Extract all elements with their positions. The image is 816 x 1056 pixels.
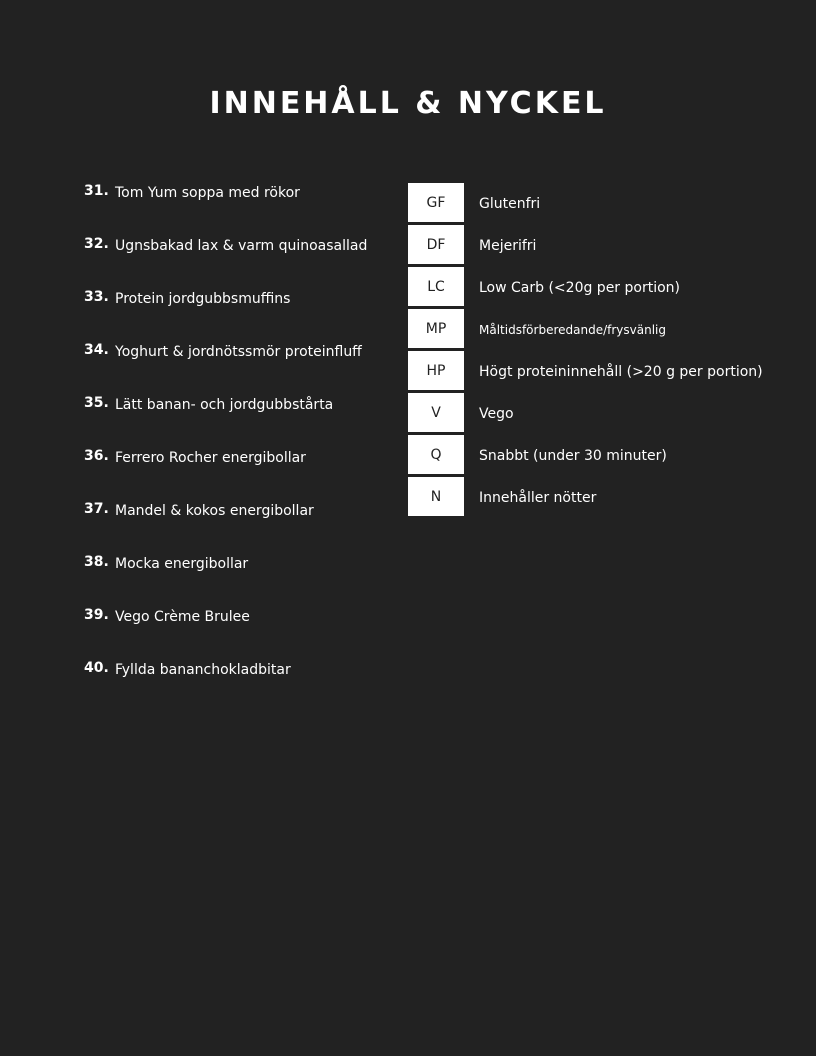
key-code-badge: N: [408, 477, 464, 516]
contents-title: Yoghurt & jordnötssmör proteinfluff: [115, 344, 362, 360]
key-code-badge: Q: [408, 435, 464, 474]
contents-item: [84, 600, 394, 653]
key-code-badge: V: [408, 393, 464, 432]
contents-number: 40.: [84, 660, 109, 676]
key-row-gf: [408, 183, 778, 225]
contents-item: [84, 494, 394, 547]
contents-title: Protein jordgubbsmuffins: [115, 291, 291, 307]
contents-number: 33.: [84, 289, 109, 305]
key-row-mp: [408, 309, 778, 351]
key-description: Måltidsförberedande/frysvänlig: [479, 323, 666, 337]
key-description: Mejerifri: [479, 238, 537, 254]
contents-number: 32.: [84, 236, 109, 252]
key-row-v: [408, 393, 778, 435]
key-row-lc: [408, 267, 778, 309]
key-code-badge: GF: [408, 183, 464, 222]
contents-number: 34.: [84, 342, 109, 358]
contents-item: [84, 335, 394, 388]
key-code-badge: MP: [408, 309, 464, 348]
key-code-badge: LC: [408, 267, 464, 306]
key-description: Glutenfri: [479, 196, 541, 212]
page-title: INNEHÅLL & NYCKEL: [209, 86, 607, 121]
contents-item: [84, 388, 394, 441]
key-code-badge: HP: [408, 351, 464, 390]
contents-title: Ferrero Rocher energibollar: [115, 450, 306, 466]
key-row-q: [408, 435, 778, 477]
contents-title: Mandel & kokos energibollar: [115, 503, 314, 519]
key-row-df: [408, 225, 778, 267]
contents-number: 35.: [84, 395, 109, 411]
contents-title: Vego Crème Brulee: [115, 609, 250, 625]
key-description: Low Carb (<20g per portion): [479, 280, 681, 296]
contents-title: Fyllda bananchokladbitar: [115, 662, 291, 678]
contents-title: Lätt banan- och jordgubbstårta: [115, 397, 334, 413]
contents-number: 36.: [84, 448, 109, 464]
contents-item: [84, 441, 394, 494]
contents-title: Tom Yum soppa med rökor: [115, 185, 300, 201]
contents-list: [84, 176, 394, 706]
contents-item: [84, 176, 394, 229]
contents-number: 37.: [84, 501, 109, 517]
contents-item: [84, 282, 394, 335]
contents-number: 31.: [84, 183, 109, 199]
contents-number: 38.: [84, 554, 109, 570]
key-row-n: [408, 477, 778, 519]
contents-title: Ugnsbakad lax & varm quinoasallad: [115, 238, 368, 254]
key-description: Innehåller nötter: [479, 490, 597, 506]
key-description: Vego: [479, 406, 514, 422]
key-code-badge: DF: [408, 225, 464, 264]
contents-number: 39.: [84, 607, 109, 623]
key-description: Högt proteininnehåll (>20 g per portion): [479, 364, 763, 380]
key-row-hp: [408, 351, 778, 393]
contents-item: [84, 229, 394, 282]
contents-item: [84, 547, 394, 600]
key-list: [408, 183, 778, 519]
contents-item: [84, 653, 394, 706]
contents-title: Mocka energibollar: [115, 556, 249, 572]
key-description: Snabbt (under 30 minuter): [479, 448, 667, 464]
